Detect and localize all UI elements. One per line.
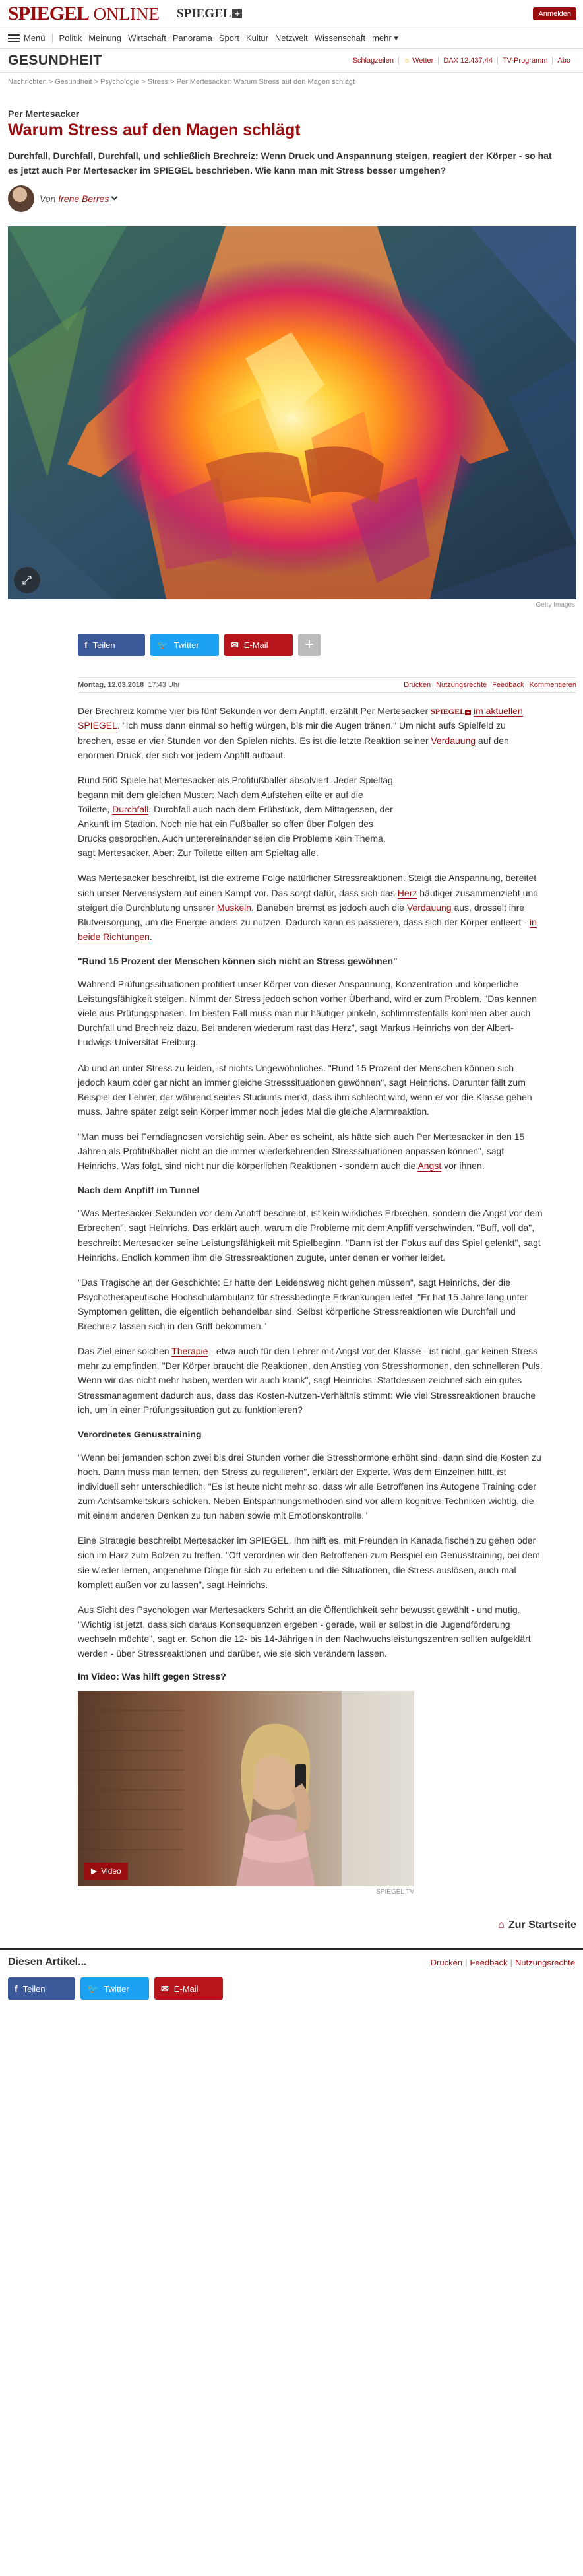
footer-feedback-link[interactable]: Feedback (470, 1957, 508, 1967)
article-kicker: Per Mertesacker (8, 108, 80, 119)
link-abo[interactable]: Abo (552, 57, 575, 65)
mail-icon: ✉ (161, 1983, 169, 1994)
link-angst[interactable]: Angst (417, 1160, 442, 1172)
comment-link[interactable]: Kommentieren (529, 681, 576, 690)
footer-share-facebook-button[interactable] (8, 1977, 75, 2000)
nav-item-netzwelt[interactable]: Netzwelt (274, 33, 308, 43)
print-link[interactable]: Drucken (404, 681, 431, 690)
wetter-label: Wetter (412, 56, 434, 65)
paragraph-12: Aus Sicht des Psychologen war Mertesackers Schritt an die Öffentlichkeit sehr bewusst gewählt - und mutig. "Wichtig ist jetzt, dass sich daraus Konsequenzen ergeben - gerade, weil er selbst in die Jugendförderung wechseln möchte", sagt er. Schon die 12- bis 14-Jährigen in den Nachwuchsleistungszentren sollten aufgeklärt werden - über Stressreaktionen und darüber, wie sie sich verändern lassen. (78, 1604, 531, 1659)
link-dax[interactable]: DAX 12.437,44 (438, 57, 497, 65)
author-name[interactable]: Irene Berres (58, 193, 109, 205)
author-byline[interactable] (0, 185, 583, 212)
rights-link[interactable]: Nutzungsrechte (436, 681, 487, 690)
footer-share-twitter-button[interactable] (80, 1977, 149, 2000)
sun-icon: ☼ (403, 56, 411, 65)
footer-mail-label: E-Mail (173, 1983, 199, 1994)
spiegel-online-logo[interactable]: SPIEGEL ONLINE (8, 2, 160, 24)
home-link[interactable] (0, 1919, 583, 1931)
service-links (348, 57, 575, 65)
section-bar (0, 49, 583, 73)
mail-label: E-Mail (243, 640, 268, 650)
footer-share-bar (8, 1977, 575, 2000)
link-schlagzeilen[interactable]: Schlagzeilen (352, 56, 394, 65)
article-date: Montag, 12.03.2018 17:43 Uhr (78, 681, 180, 690)
article-body (0, 704, 583, 1896)
footer-twitter-label: Twitter (104, 1983, 129, 1994)
hamburger-menu-icon[interactable] (8, 34, 20, 42)
footer-tools: Drucken | Feedback | Nutzungsrechte (430, 1957, 575, 1967)
nav-item-wissenschaft[interactable]: Wissenschaft (314, 33, 366, 43)
paragraph-11: Eine Strategie beschreibt Mertesacker im SPIEGEL. Ihm hilft es, mit Freunden in Kanada fischen zu gehen oder sich im Harz zum Bolzen zu treffen. "Oft verordnen wir den Betroffenen zum Beispiel ein Genusstraining, bei dem sie wieder lernen, angenehme Dinge für sich zu erleben und die Situationen, die Stress auslösen, auch mal komplett außen vor zu lassen", sagt Heinrichs. (78, 1535, 540, 1590)
spiegel-plus-logo[interactable]: SPIEGEL + (177, 7, 242, 21)
login-button[interactable]: Anmelden (533, 7, 576, 20)
video-heading: Im Video: Was hilft gegen Stress? (78, 1671, 226, 1682)
home-icon: ⌂ (498, 1919, 505, 1931)
author-text: Von Irene Berres (40, 193, 109, 205)
link-beide-richtungen[interactable]: in beide Richtungen (78, 916, 537, 942)
paragraph-5: Ab und an unter Stress zu leiden, ist nichts Ungewöhnliches. "Rund 15 Prozent der Menschen können sich jedoch kaum oder gar nicht an immer gleiche Stresssituationen gewöhnen", sagt Heinrichs. Darunter fällt zum Beispiel der Lehrer, der während seines Studiums merkt, dass ihm schlecht wird, wenn er vor die Klasse gehen muss. Jahre später zeigt sein Körper immer noch jedes Mal die gleiche Alarmreaktion. (78, 1062, 532, 1117)
paragraph-1: Der Brechreiz komme vier bis fünf Sekunden vor dem Anpfiff, erzählt Per Mertesacker SPIEGEL + im aktuellen SPIEGEL. "Ich muss dann einmal so heftig würgen, bis mir die Augen tränen." Um nicht aufs Spielfeld zu brechen, esse er vier Stunden vor den Spielen nichts. Es ist die letzte Reaktion seiner Verdauung auf den enormen Druck, der sich vor jedem Anpfiff aufbaut. (78, 706, 523, 760)
footer-facebook-label: Teilen (22, 1983, 46, 1994)
article-meta (78, 677, 576, 693)
video-player[interactable] (78, 1691, 414, 1886)
breadcrumb[interactable]: Nachrichten > Gesundheit > Psychologie > Stress > Per Mertesacker: Warum Stress auf den Magen schlägt (8, 78, 355, 86)
twitter-icon: 🐦 (157, 639, 169, 650)
nav-item-wirtschaft[interactable]: Wirtschaft (128, 33, 166, 43)
footer-print-link[interactable]: Drucken (430, 1957, 463, 1967)
paragraph-7: "Was Mertesacker Sekunden vor dem Anpfiff beschreibt, ist kein wirkliches Erbrechen, sondern die Angst vor dem Erbrechen", sagt Heinrichs. Das erklärt auch, warum die Probleme mit dem Anpfiff verschwinden. "Buff, voll da", beschreibt Mertesacker seine Leistungsfähigkeit mit Spielbeginn. "Dann ist der Fokus auf das Spiel gelenkt", sagt Heinrichs. Endlich kommen ihm die Stressreaktionen zugute, unter denen er vorher leidet. (78, 1208, 543, 1263)
video-play-button[interactable] (84, 1863, 128, 1880)
hero-image[interactable] (8, 226, 576, 599)
link-aktueller-spiegel[interactable]: im aktuellen SPIEGEL (78, 706, 523, 731)
nav-item-mehr[interactable]: mehr ▾ (372, 32, 398, 43)
main-nav (0, 28, 583, 49)
hero-illustration (8, 226, 576, 599)
video-thumbnail (78, 1691, 414, 1886)
footer-rights-link[interactable]: Nutzungsrechte (514, 1957, 575, 1967)
paragraph-9: Das Ziel einer solchen Therapie - etwa auch für den Lehrer mit Angst vor der Klasse - ist nicht, gar keinen Stress mehr zu empfinden. "Der Körper braucht die Reaktionen, den Anstieg von Stresshormonen, den schnelleren Puls. Wenn wir das nicht mehr haben, werden wir auch krank", sagt Heinrichs. Stattdessen zeichnet sich ein gutes Stressmanagement dadurch aus, dass das Kosten-Nutzen-Verhältnis stimmt: Wie viel Stressreaktionen brauche ich, um in einer Prüfungssituation gut zu funktionieren? (78, 1346, 543, 1415)
subheading-2: Nach dem Anpfiff im Tunnel (78, 1185, 200, 1196)
link-herz[interactable]: Herz (397, 887, 417, 898)
paragraph-2: Rund 500 Spiele hat Mertesacker als Profifußballer absolviert. Jeder Spieltag begann mit dem gleichen Muster: Nach dem Aufstehen eilte er auf die Toilette, Durchfall. Durchfall auch nach dem Frühstück, dem Mittagessen, der Ankunft im Stadion. Noch nie hat ein Fußballer so offen über Folgen des Drucks gesprochen. Auch unterereinander seien die Probleme kein Thema, sagt Mertesacker. Aber: Zur Toilette eilten am Spieltag alle. (78, 774, 393, 859)
section-title[interactable]: GESUNDHEIT (8, 52, 102, 68)
paragraph-10: "Wenn bei jemanden schon zwei bis drei Stunden vorher die Stresshormone erhöht sind, dann sind die Kosten zu hoch. Dann muss man lernen, den Stress zu regulieren", erklärt der Experte. Was dem Einzelnen hilft, ist individuell sehr unterschiedlich. "Es ist heute nicht mehr so, dass wir alle Betroffenen ins Autogene Training oder zum Achtsamkeitskurs schicken. Neben Entspannungsmethoden sind vor allem kognitive Techniken wichtig, die mit einem anderen Denken zu tun haben sowie mit Emotionskontrolle." (78, 1451, 541, 1521)
link-durchfall[interactable]: Durchfall (112, 804, 149, 815)
share-mail-button[interactable] (224, 634, 293, 656)
nav-item-politik[interactable]: Politik (59, 33, 82, 43)
nav-item-sport[interactable]: Sport (218, 33, 239, 43)
video-label: Video (101, 1866, 121, 1876)
paragraph-6: "Man muss bei Ferndiagnosen vorsichtig sein. Aber es scheint, als hätte sich auch Per Mertesacker in den 15 Jahren als Profifußballer nicht an die immer wiederkehrenden Stresssituationen anpassen können", sagt Heinrichs. Was folgt, sind nicht nur die körperlichen Reaktionen - sondern auch die Angst vor ihnen. (78, 1131, 525, 1172)
nav-divider (52, 34, 53, 43)
nav-menu[interactable]: Menü (24, 33, 46, 43)
paragraph-8: "Das Tragische an der Geschichte: Er hätte den Leidensweg nicht gehen müssen", sagt Heinrichs, der die Psychotherapeutische Hochschulambulanz für stressbedingte Erkrankungen leitet. "Er hat 15 Jahre lang unter Symptomen gelitten, die eigentlich behandelbar sind. Selbst körperliche Stressreaktionen wie Durchfall und Brechreiz lassen sich in den Griff bekommen." (78, 1276, 528, 1332)
share-more-button[interactable]: + (298, 634, 321, 656)
subheading-1: "Rund 15 Prozent der Menschen können sich nicht an Stress gewöhnen" (78, 956, 398, 967)
link-tv-programm[interactable]: TV-Programm (497, 57, 552, 65)
share-bar (0, 634, 583, 656)
facebook-icon: f (84, 640, 88, 651)
home-link-label: Zur Startseite (508, 1919, 576, 1931)
nav-item-meinung[interactable]: Meinung (88, 33, 122, 43)
facebook-label: Teilen (92, 640, 115, 650)
article-tools (404, 681, 576, 689)
play-icon: ▶ (91, 1866, 98, 1876)
paragraph-3: Was Mertesacker beschreibt, ist die extreme Folge natürlicher Stressreaktionen. Steigt die Anspannung, bereitet sich unser Nervensystem auf einen Kampf vor. Das sorgt dafür, dass sich das Herz häufiger zusammenzieht und steigert die Durchblutung unserer Muskeln. Daneben bremst es jedoch auch die Verdauung aus, drosselt ihre Blutversorgung, um die Energie anders zu nutzen. Dadurch kann es passieren, dass sich der Körper entleert - in beide Richtungen. (78, 873, 539, 942)
article-teaser: Durchfall, Durchfall, Durchfall, und schließlich Brechreiz: Wenn Druck und Anspannung steigen, reagiert der Körper - so hat es jetzt auch Per Mertesacker im SPIEGEL beschrieben. Wie kann man mit Stress besser umgehen? (8, 150, 552, 176)
link-therapie[interactable]: Therapie (171, 1346, 208, 1357)
nav-item-kultur[interactable]: Kultur (245, 33, 268, 43)
mail-icon: ✉ (231, 639, 239, 650)
site-header (0, 0, 583, 28)
share-twitter-button[interactable] (150, 634, 219, 656)
footer-title: Diesen Artikel... (8, 1956, 87, 1968)
page-title: Warum Stress auf den Magen schlägt (8, 121, 301, 139)
feedback-link[interactable]: Feedback (492, 681, 524, 690)
video-credit: SPIEGEL TV (376, 1888, 414, 1896)
spiegel-plus-badge: SPIEGEL + (431, 707, 471, 716)
chevron-down-icon[interactable] (111, 193, 118, 200)
footer-share-mail-button[interactable] (154, 1977, 223, 2000)
expand-icon[interactable]: ⤢ (14, 567, 40, 593)
link-wetter[interactable] (398, 57, 438, 65)
link-muskeln[interactable]: Muskeln (216, 902, 252, 913)
subheading-3: Verordnetes Genusstraining (78, 1428, 202, 1439)
twitter-icon: 🐦 (87, 1983, 99, 1994)
nav-item-panorama[interactable]: Panorama (172, 33, 212, 43)
image-credit: Getty Images (536, 601, 575, 609)
share-facebook-button[interactable] (78, 634, 145, 656)
link-verdauung[interactable]: Verdauung (431, 735, 476, 746)
twitter-label: Twitter (173, 640, 199, 650)
link-verdauung-2[interactable]: Verdauung (406, 902, 452, 913)
avatar (8, 185, 34, 212)
paragraph-4: Während Prüfungssituationen profitiert unser Körper von dieser Anspannung, Konzentration und körperliche Leistungsfähigkeit steigen. Nimmt der Stress jedoch schon vorher Überhand, wird er zum Problem. "Das kennen viele aus Prüfungsphasen. Im besten Fall muss man nur häufiger pinkeln, schlimmstenfalls kommen aber auch Durchfall und Brechreiz dazu. Bei anderen wiederum rast das Herz", sagt Markus Heinrichs von der Albert-Ludwigs-Universität Freiburg. (78, 979, 537, 1048)
facebook-icon: f (15, 1983, 18, 1995)
article-footer (0, 1948, 583, 2000)
